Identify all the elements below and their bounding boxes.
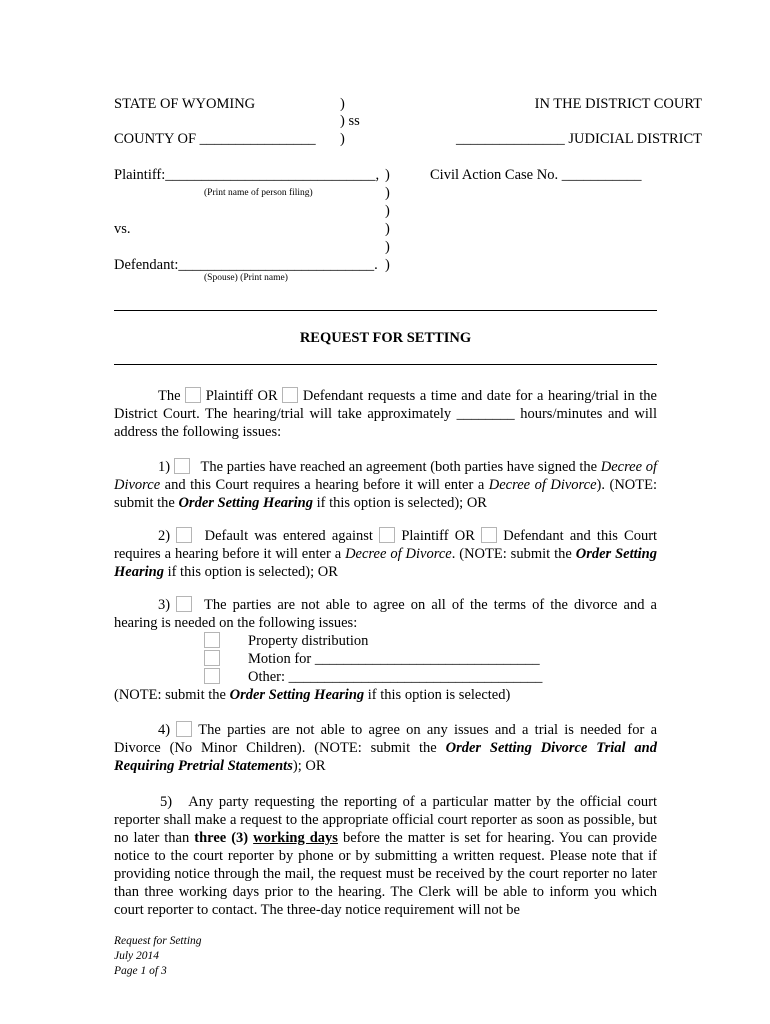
plaintiff-line: Plaintiff:_____________________________, xyxy=(114,167,380,183)
civil-action-label: Civil Action Case No. ___________ xyxy=(430,167,642,183)
divider xyxy=(114,364,657,365)
header-paren: ) xyxy=(340,96,345,112)
option-3: 3) The parties are not able to agree on all of the terms of the divorce and a hearing is needed on the following issues: xyxy=(114,597,657,631)
option-2-plaintiff-checkbox[interactable] xyxy=(379,527,395,543)
defendant-line: Defendant:___________________________. xyxy=(114,257,378,273)
vs-label: vs. xyxy=(114,221,131,237)
option-3-sub-item: Motion for _______________________________ xyxy=(204,650,540,668)
state-label: STATE OF WYOMING xyxy=(114,96,256,112)
divider xyxy=(114,310,657,311)
motion-for-checkbox[interactable] xyxy=(204,650,220,666)
property-distribution-checkbox[interactable] xyxy=(204,632,220,648)
other-checkbox[interactable] xyxy=(204,668,220,684)
footer-page-number: Page 1 of 3 xyxy=(114,965,167,977)
plaintiff-note: (Print name of person filing) xyxy=(204,188,313,198)
caption-paren: ) xyxy=(385,239,390,255)
option-4: 4) The parties are not able to agree on any issues and a trial is needed for a Divorce (No Minor Children). (NOTE: submit the Order Setting Divorce Trial and Requiring Pretrial Statements); OR xyxy=(114,722,658,774)
ss-label: ) ss xyxy=(340,113,360,129)
defendant-checkbox[interactable] xyxy=(282,387,298,403)
option-1: 1) The parties have reached an agreement (both parties have signed the Decree of Divorce and this Court requires a hearing before it will enter a Decree of Divorce). (NOTE: submit the Order Setting Hearing if this option is selected); OR xyxy=(114,459,657,511)
option-3-checkbox[interactable] xyxy=(176,596,192,612)
caption-paren: ) xyxy=(385,221,390,237)
caption-paren: ) xyxy=(385,203,390,219)
footer-date: July 2014 xyxy=(114,950,160,962)
option-3-sub-item: Other: ___________________________________ xyxy=(204,668,542,686)
plaintiff-checkbox[interactable] xyxy=(185,387,201,403)
option-2-defendant-checkbox[interactable] xyxy=(481,527,497,543)
option-1-checkbox[interactable] xyxy=(174,458,190,474)
option-3-note: (NOTE: submit the Order Setting Hearing if this option is selected) xyxy=(114,687,511,703)
defendant-note: (Spouse) (Print name) xyxy=(204,273,288,283)
option-2-checkbox[interactable] xyxy=(176,527,192,543)
option-3-sub-item: Property distribution xyxy=(204,632,368,650)
option-5: 5) Any party requesting the reporting of a particular matter by the official court reporter shall make a request to the appropriate official court reporter as soon as possible, but no later than three (3) working days before the matter is set for hearing. You can provide notice to the court reporter by phone or by submitting a written request. Please note that if providing notice through the mail, the request must be received by the court reporter no later than three working days prior to the hearing. The Clerk will be able to inform you which court reporter to contact. The three-day notice requirement will not be xyxy=(114,794,657,918)
court-label: IN THE DISTRICT COURT xyxy=(534,96,702,112)
option-4-checkbox[interactable] xyxy=(176,721,192,737)
caption-paren: ) xyxy=(385,257,390,273)
district-label: _______________ JUDICIAL DISTRICT xyxy=(456,131,702,147)
option-2: 2) Default was entered against Plaintiff OR Defendant and this Court requires a hearing before it will enter a Decree of Divorce. (NOTE: submit the Order Setting Hearing if this option is selected); OR xyxy=(114,528,658,580)
footer-title: Request for Setting xyxy=(114,935,202,947)
header-paren: ) xyxy=(340,131,345,147)
document-title: REQUEST FOR SETTING xyxy=(299,330,472,346)
county-label: COUNTY OF ________________ xyxy=(114,131,316,147)
caption-paren: ) xyxy=(385,167,390,183)
intro-paragraph: The Plaintiff OR Defendant requests a time and date for a hearing/trial in the District Court. The hearing/trial will take approximately ________ hours/minutes and will address the following issues: xyxy=(114,388,657,440)
caption-paren: ) xyxy=(385,185,390,201)
